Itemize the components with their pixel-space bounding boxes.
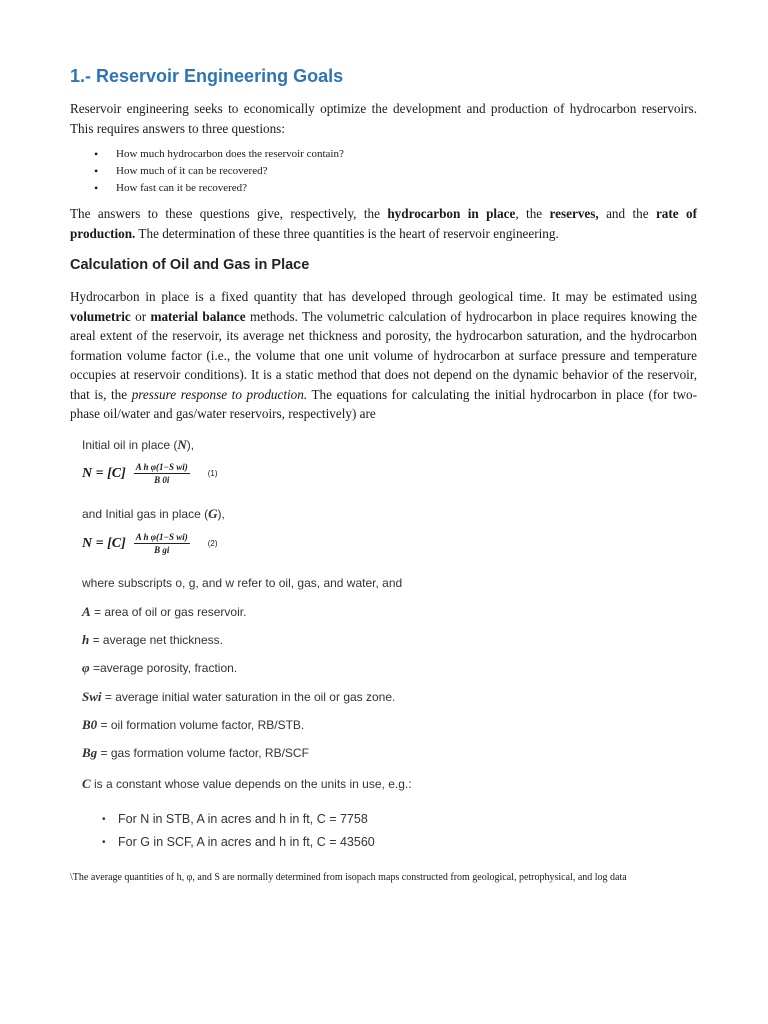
intro-paragraph: Reservoir engineering seeks to economically optimize the development and production of hydrocarbon reservoirs. This requires answers to three questions: — [70, 101, 697, 136]
definition-row: Bg = gas formation volume factor, RB/SCF — [82, 745, 309, 760]
definition-row: B0 = oil formation volume factor, RB/STB. — [82, 717, 305, 732]
answers-paragraph: The answers to these questions give, respectively, the hydrocarbon in place, the reserves, and the rate of production. The determination of these three quantities is the heart of reservoir engineering. — [70, 206, 697, 241]
list-item: • How much hydrocarbon does the reservoir contain? — [94, 146, 344, 163]
definition-row: C is a constant whose value depends on the units in use, e.g.: — [82, 776, 412, 791]
body-paragraph: Hydrocarbon in place is a fixed quantity that has developed through geological time. It may be estimated using volumetric or material balance methods. The volumetric calculation of hydrocarbon in place requires knowing the areal extent of the reservoir, its average net thickness and porosity, the hydrocarbon saturation, and the hydrocarbon formation volume factor (i.e., the volume that one unit volume of hydrocarbon at surface pressure and temperature occupies at reservoir conditions). It is a static method that does not depend on the dynamic behavior of the reservoir, that is, the pressure response to production. The equations for calculating the initial hydrocarbon in place (for two-phase oil/water and gas/water reservoirs, respectively) are — [70, 289, 697, 421]
question-list — [94, 146, 344, 197]
list-item: • How fast can it be recovered? — [94, 180, 344, 197]
gas-label: and Initial gas in place (G), — [82, 506, 225, 521]
equation-2: N = [C] $\frac{\text{A h φ(1−S wi)}}{\text{B gi}}$ (2) — [82, 532, 218, 555]
page-heading: 1.- Reservoir Engineering Goals — [70, 66, 344, 86]
list-item: • For G in SCF, A in acres and h in ft, C = 43560 — [102, 831, 375, 854]
definition-row: φ =average porosity, fraction. — [82, 660, 238, 675]
section-title: Calculation of Oil and Gas in Place — [70, 257, 310, 273]
definition-row: A = area of oil or gas reservoir. — [82, 604, 247, 619]
definition-row: h = average net thickness. — [82, 632, 223, 647]
equation-1: N = [C] $\frac{\text{A h φ(1−S wi)}}{B 0i}$ (1) — [82, 462, 218, 485]
list-item: • How much of it can be recovered? — [94, 163, 344, 180]
subscripts-note: where subscripts o, g, and w refer to oil, gas, and water, and — [82, 576, 403, 590]
oil-label: Initial oil in place (N), — [82, 437, 195, 452]
definition-row: Swi = average initial water saturation in the oil or gas zone. — [82, 689, 396, 704]
footnote: \The average quantities of h, φ, and S are normally determined from isopach maps constructed from geological, petrophysical, and log data — [70, 872, 627, 883]
constants-list — [102, 808, 375, 854]
list-item: • For N in STB, A in acres and h in ft, C = 7758 — [102, 808, 375, 831]
